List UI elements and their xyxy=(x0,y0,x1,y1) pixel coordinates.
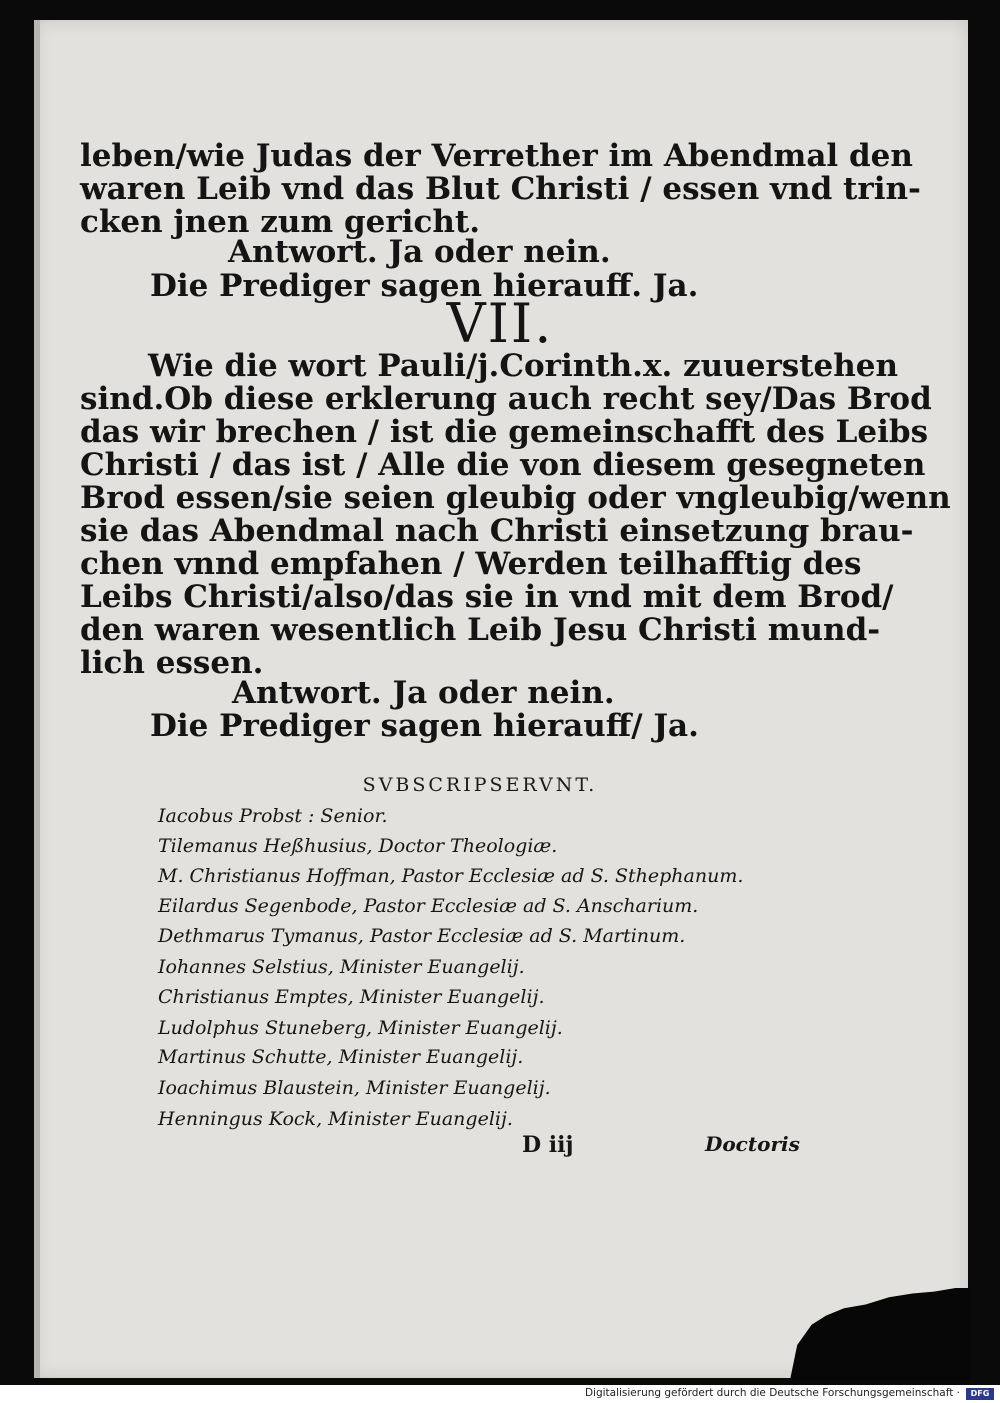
body-line: lich essen. xyxy=(80,645,264,681)
body-line: Christi / das ist / Alle die von diesem gesegneten xyxy=(80,447,926,483)
page-binding-edge xyxy=(34,20,40,1378)
subscripserunt-heading: SVBSCRIPSERVNT. xyxy=(362,774,598,796)
footer-bar xyxy=(0,1385,1000,1403)
signatory: Martinus Schutte, Minister Euangelij. xyxy=(158,1046,524,1068)
signatory: Tilemanus Heßhusius, Doctor Theologiæ. xyxy=(158,835,558,857)
signature-mark: D iij xyxy=(522,1132,574,1158)
catchword: Doctoris xyxy=(705,1132,800,1156)
body-line: Leibs Christi/also/das sie in vnd mit dem Brod/ xyxy=(80,579,894,615)
preachers-line: Die Prediger sagen hierauff/ Ja. xyxy=(150,708,699,744)
signatory: Iacobus Probst : Senior. xyxy=(158,805,388,827)
body-line: waren Leib vnd das Blut Christi / essen vnd trin- xyxy=(80,171,921,207)
body-line: cken jnen zum gericht. xyxy=(80,204,480,240)
signatory: Christianus Emptes, Minister Euangelij. xyxy=(158,986,545,1008)
body-line: leben/wie Judas der Verrether im Abendmal den xyxy=(80,138,913,174)
footer-credit: Digitalisierung gefördert durch die Deutsche Forschungsgemeinschaft · xyxy=(584,1387,960,1399)
signatory: Ioachimus Blaustein, Minister Euangelij. xyxy=(158,1077,551,1099)
answer-line: Antwort. Ja oder nein. xyxy=(232,675,615,711)
body-line: sind.Ob diese erklerung auch recht sey/Das Brod xyxy=(80,381,932,417)
answer-line: Antwort. Ja oder nein. xyxy=(228,234,611,270)
signatory: Ludolphus Stuneberg, Minister Euangelij. xyxy=(158,1017,563,1039)
body-line: Wie die wort Pauli/j.Corinth.x. zuuerstehen xyxy=(148,348,899,384)
body-line: sie das Abendmal nach Christi einsetzung brau- xyxy=(80,513,914,549)
body-line: chen vnnd empfahen / Werden teilhafftig des xyxy=(80,546,862,582)
signatory: Henningus Kock, Minister Euangelij. xyxy=(158,1108,513,1130)
body-line: das wir brechen / ist die gemeinschafft des Leibs xyxy=(80,414,929,450)
signatory: Dethmarus Tymanus, Pastor Ecclesiæ ad S. Martinum. xyxy=(158,925,686,947)
section-number: VII. xyxy=(446,292,554,355)
dfg-logo: DFG xyxy=(966,1388,994,1400)
signatory: M. Christianus Hoffman, Pastor Ecclesiæ ad S. Sthephanum. xyxy=(158,865,744,887)
signatory: Iohannes Selstius, Minister Euangelij. xyxy=(158,956,525,978)
body-line: Brod essen/sie seien gleubig oder vngleubig/wenn xyxy=(80,480,951,516)
body-line: den waren wesentlich Leib Jesu Christi mund- xyxy=(80,612,881,648)
preachers-line: Die Prediger sagen hierauff. Ja. xyxy=(150,268,699,304)
signatory: Eilardus Segenbode, Pastor Ecclesiæ ad S. Anscharium. xyxy=(158,895,699,917)
